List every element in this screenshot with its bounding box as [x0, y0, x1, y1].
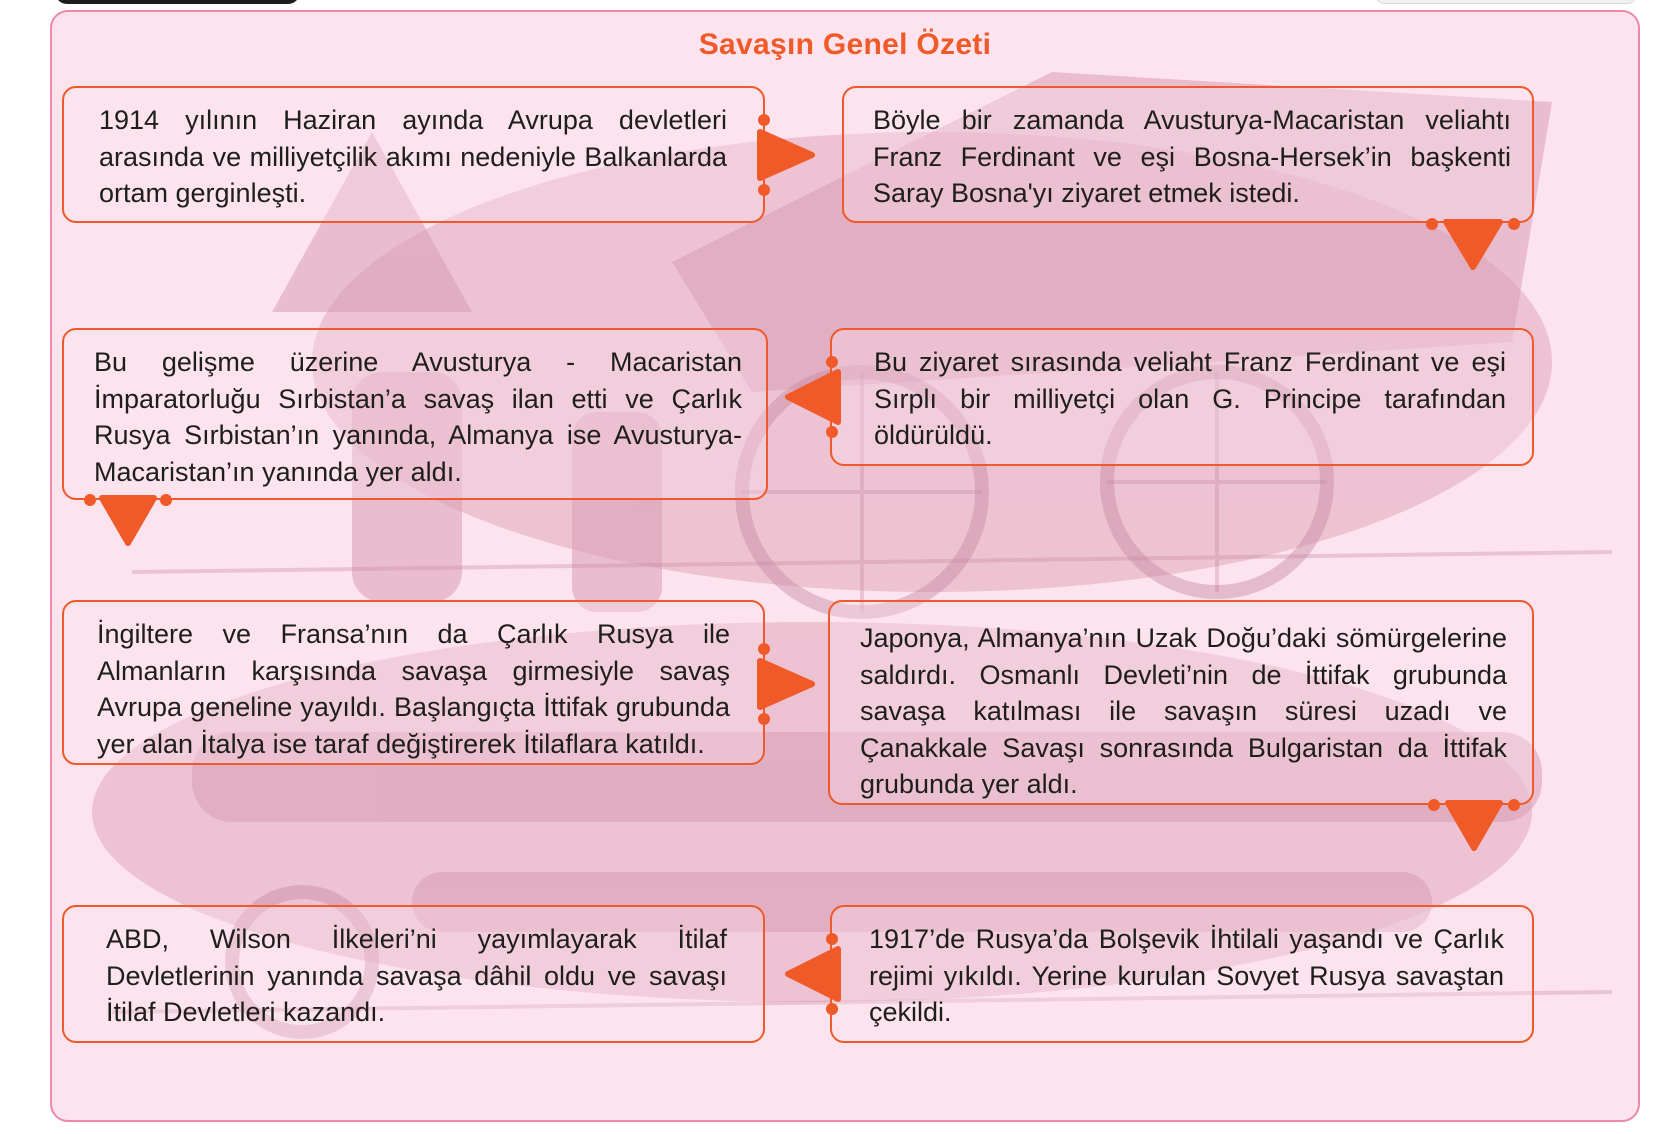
arrow-right-icon	[752, 639, 822, 729]
step-text-5: İngiltere ve Fransa’nın da Çarlık Rusya ile Almanların karşısında savaşa girmesiyle savaş Avrupa geneline yayıldı. Başlangıçta İttifak grubunda yer alan İtalya ise taraf değiştirerek İtilaflara katıldı.	[97, 619, 730, 759]
step-card-8	[62, 905, 765, 1043]
step-card-7	[830, 905, 1534, 1043]
step-card-1	[62, 86, 765, 223]
panel-title: Savaşın Genel Özeti	[698, 28, 992, 61]
step-card-4	[62, 328, 768, 500]
step-text-7: 1917’de Rusya’da Bolşevik İhtilali yaşandı ve Çarlık rejimi yıkıldı. Yerine kurulan Sovyet Rusya savaştan çekildi.	[869, 924, 1504, 1027]
step-card-6	[828, 600, 1534, 805]
step-text-3: Bu ziyaret sırasında veliaht Franz Ferdinant ve eşi Sırplı bir milliyetçi olan G. Principe tarafından öldürüldü.	[874, 347, 1506, 450]
arrow-left-icon	[780, 352, 850, 442]
arrow-down-icon	[1424, 793, 1524, 858]
header-tab-dark	[55, 0, 300, 4]
step-card-2	[842, 86, 1534, 223]
step-text-1: 1914 yılının Haziran ayında Avrupa devletleri arasında ve milliyetçilik akımı nedeniyle Balkanlarda ortam gerginleşti.	[99, 105, 727, 208]
summary-panel	[50, 10, 1640, 1122]
arrow-down-icon	[78, 488, 178, 553]
arrow-down-icon	[1424, 212, 1524, 277]
step-text-8: ABD, Wilson İlkeleri’ni yayımlayarak İtilaf Devletlerinin yanında savaşa dâhil oldu ve savaşı İtilaf Devletleri kazandı.	[106, 924, 727, 1027]
step-card-3	[830, 328, 1534, 466]
arrow-right-icon	[752, 110, 822, 200]
arrow-left-icon	[780, 929, 850, 1019]
step-card-5	[62, 600, 765, 765]
step-text-4: Bu gelişme üzerine Avusturya - Macaristan İmparatorluğu Sırbistan’a savaş ilan etti ve Çarlık Rusya Sırbistan’ın yanında, Almanya ise Avusturya-Macaristan’ın yanında yer aldı.	[94, 347, 742, 487]
step-text-6: Japonya, Almanya’nın Uzak Doğu’daki sömürgelerine saldırdı. Osmanlı Devleti’nin de İttifak grubunda savaşa katılması ile savaşın süresi uzadı ve Çanakkale Savaşı sonrasında Bulgaristan da İttifak grubunda yer aldı.	[860, 623, 1507, 799]
header-tab-light	[1375, 0, 1637, 4]
step-text-2: Böyle bir zamanda Avusturya-Macaristan veliahtı Franz Ferdinant ve eşi Bosna-Hersek’in başkenti Saray Bosna'yı ziyaret etmek istedi.	[873, 105, 1511, 208]
